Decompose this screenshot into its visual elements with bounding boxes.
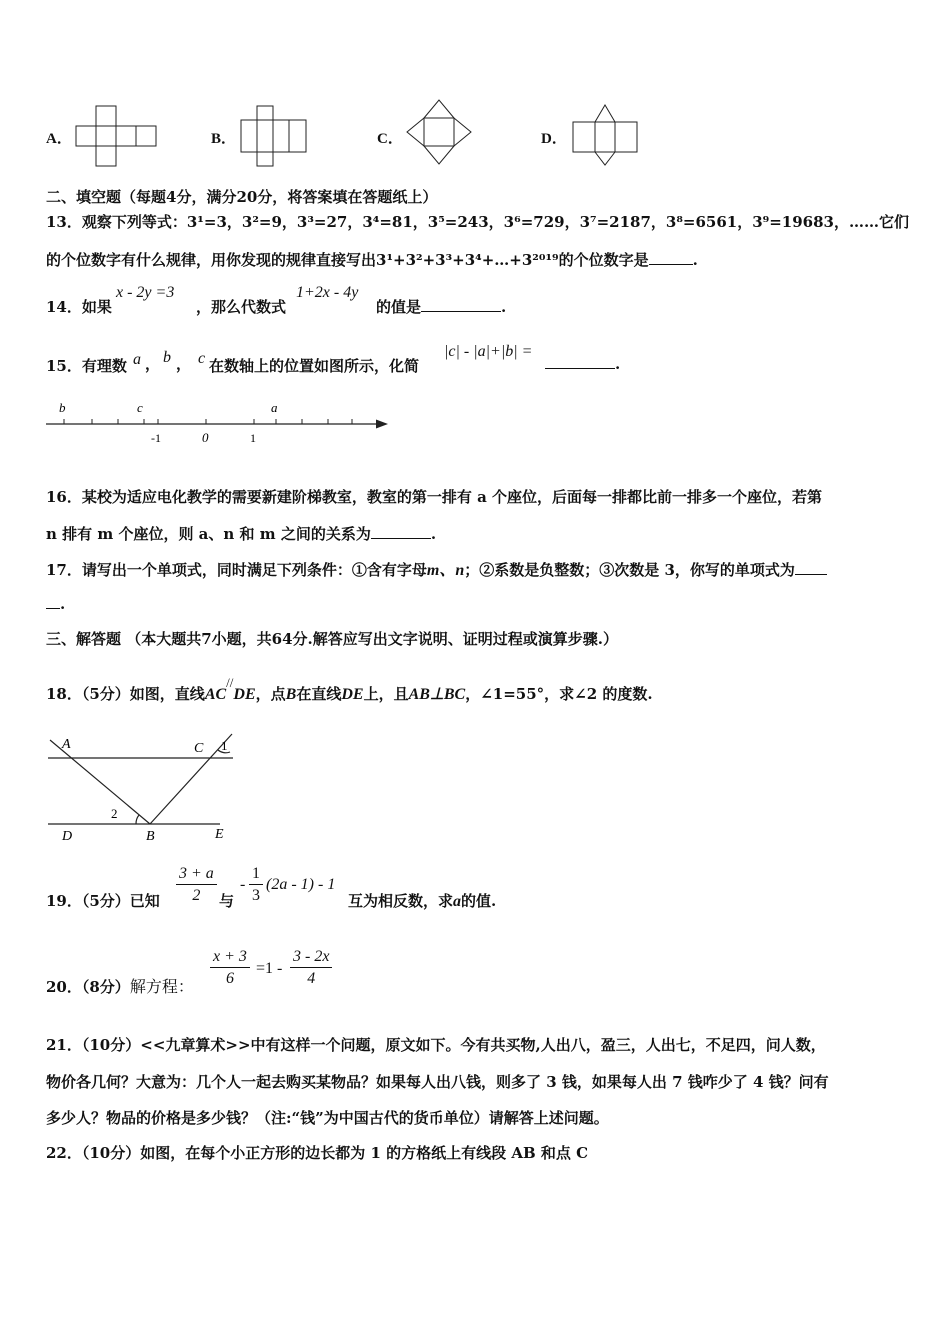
q16-answer-blank[interactable] (371, 526, 431, 539)
q15-var-a: a (133, 351, 141, 368)
q15-answer: . (545, 355, 620, 373)
q14-suffix: 的值是 (376, 298, 422, 316)
q20-fraction-1 (210, 947, 250, 990)
segment-bc (150, 734, 232, 824)
q19-f1-numerator: 3 + a (176, 864, 217, 885)
q19-f1-denominator: 2 (192, 887, 201, 904)
q20-equals: =1 - (256, 960, 283, 977)
q17-text-b: ；②系数是负整数；③次数是 3，你写的单项式为 (464, 561, 795, 579)
q17-answer-blank[interactable] (795, 562, 827, 575)
option-d-label: D． (541, 131, 567, 147)
q21-line2: 物价各几何？大意为：几个人一起去购买某物品？如果每人出八钱，则多了 3 钱，如果每人出 7 钱咋少了 4 钱？问有 (46, 1073, 829, 1091)
q17-line2: . (46, 595, 65, 613)
q18-mid3: 上，且 (363, 685, 409, 703)
q20-f2-numerator: 3 - 2x (290, 947, 332, 968)
q19-fraction-1 (176, 864, 217, 907)
q18-perp: AB⊥BC (408, 686, 466, 703)
q17-text-a: 17．请写出一个单项式，同时满足下列条件：①含有字母 (46, 561, 427, 579)
q18-mid: ，点 (255, 685, 286, 703)
q20-prefix (46, 974, 194, 997)
option-a-label: A． (46, 131, 72, 147)
q16-line2-text: n 排有 m 个座位，则 a、n 和 m 之间的关系为 (46, 525, 371, 543)
q18-mid4: ，∠1=55°，求∠2 的度数. (465, 685, 653, 703)
q18-de2: DE (341, 686, 364, 703)
q14-condition: x - 2y =3 (116, 284, 175, 301)
q15-comma1: ， (145, 355, 161, 373)
number-line-arrow (376, 420, 388, 429)
label-a: a (271, 400, 278, 415)
q18-line (46, 675, 653, 704)
q18-de: DE (233, 686, 256, 703)
fig-label-a: A (62, 737, 71, 752)
fig-label-1: 1 (221, 738, 228, 753)
fig-label-e: E (215, 827, 224, 842)
fig-label-2: 2 (111, 806, 118, 821)
q16-line1: 16．某校为适应电化教学的需要新建阶梯教室，教室的第一排有 a 个座位，后面每一排都比前一排多一个座位，若第 (46, 488, 823, 506)
q15-answer-blank[interactable] (545, 356, 615, 369)
q22-line1: 22．（10分）如图，在每个小正方形的边长都为 1 的方格纸上有线段 AB 和点 C (46, 1144, 589, 1162)
q14-line: 的值是 . (376, 298, 507, 316)
q19-var-a: a (453, 893, 462, 910)
section3-title: 三、解答题 （本大题共7小题，共64分.解答应写出文字说明、证明过程或演算步骤.） (46, 630, 618, 648)
q19-fraction-2 (249, 864, 263, 907)
q20-solve: 解方程： (129, 977, 194, 996)
number-line (40, 398, 395, 448)
q20-number: 20．（8分） (46, 978, 130, 996)
q19-suffix (348, 890, 496, 911)
q13-answer-blank[interactable] (649, 252, 693, 265)
q19-f2-denominator: 3 (252, 887, 260, 904)
q19-suffix1: 互为相反数，求 (348, 892, 454, 910)
q20-f2-denominator: 4 (307, 970, 316, 987)
label-c: c (137, 400, 143, 415)
q18-mid2: 在直线 (296, 685, 342, 703)
q18-b: B (285, 686, 297, 703)
label-b: b (59, 400, 66, 415)
q16-line2: n 排有 m 个座位，则 a、n 和 m 之间的关系为 . (46, 525, 437, 543)
q20-fraction-2 (290, 947, 332, 990)
q15-prefix: 15．有理数 (46, 357, 127, 375)
q13-line1: 13．观察下列等式：3¹=3，3²=9，3³=27，3⁴=81，3⁵=243，3⁶=729，3⁷=2187，3⁸=6561，3⁹=19683，……它们 (46, 213, 909, 231)
fig-label-d: D (62, 829, 73, 844)
figure-18 (40, 728, 245, 846)
q13-line2-text: 的个位数字有什么规律，用你发现的规律直接写出3¹+3²+3³+3⁴+…+3²⁰¹⁹的个位数字是 (46, 251, 649, 269)
q21-line3: 多少人？物品的价格是多少钱？（注:“钱”为中国古代的货币单位）请解答上述问题。 (46, 1109, 609, 1127)
q17-vars: m、n (426, 562, 465, 579)
tick-zero: 0 (202, 430, 209, 445)
q18-ac: AC (204, 686, 227, 703)
q19-f2-numerator: 1 (249, 864, 263, 885)
q19-with: 与 (219, 892, 235, 910)
q15-expression: |c| - |a|+|b| = (444, 343, 533, 360)
q14-answer-blank[interactable] (421, 299, 501, 312)
q13-line2: 的个位数字有什么规律，用你发现的规律直接写出3¹+3²+3³+3⁴+…+3²⁰¹⁹的个位数字是 . (46, 251, 698, 269)
q15-mid: 在数轴上的位置如图所示，化简 (209, 357, 420, 375)
segment-ab (50, 740, 150, 824)
q15-comma2: ， (176, 355, 192, 373)
option-b-net (240, 105, 310, 167)
q15-var-b: b (163, 349, 171, 366)
tick-minus-one: -1 (151, 431, 161, 445)
angle-2-arc (136, 815, 139, 824)
tick-one: 1 (250, 431, 256, 445)
q14-mid: ，那么代数式 (196, 298, 287, 316)
q15-var-c: c (198, 350, 206, 367)
option-c-label: C． (377, 131, 403, 147)
q17-answer-blank-cont[interactable] (46, 596, 60, 609)
q14-prefix: 14．如果 (46, 298, 112, 316)
fig-label-c: C (194, 741, 204, 756)
q18-prefix: 18．（5分）如图，直线 (46, 685, 205, 703)
q19-tail: (2a - 1) - 1 (266, 876, 336, 893)
section2-title: 二、填空题（每题4分，满分20分，将答案填在答题纸上） (46, 188, 438, 206)
q18-parallel: // (226, 675, 234, 690)
fig-label-b: B (146, 829, 155, 844)
q20-f1-numerator: x + 3 (210, 947, 250, 968)
q17-line1 (46, 557, 827, 580)
option-b-label: B． (211, 131, 237, 147)
q19-suffix2: 的值. (461, 892, 497, 910)
option-c-net (405, 98, 475, 168)
q20-f1-denominator: 6 (225, 970, 234, 987)
q14-expression: 1+2x - 4y (296, 284, 359, 301)
option-a-net (75, 105, 157, 167)
q19-neg: - (240, 876, 246, 893)
option-d-net (571, 103, 641, 167)
q19-prefix: 19．（5分）已知 (46, 892, 160, 910)
q21-line1: 21．（10分）<<九章算术>>中有这样一个问题，原文如下。今有共买物,人出八，盈三，人出七，不足四，问人数， (46, 1036, 826, 1054)
